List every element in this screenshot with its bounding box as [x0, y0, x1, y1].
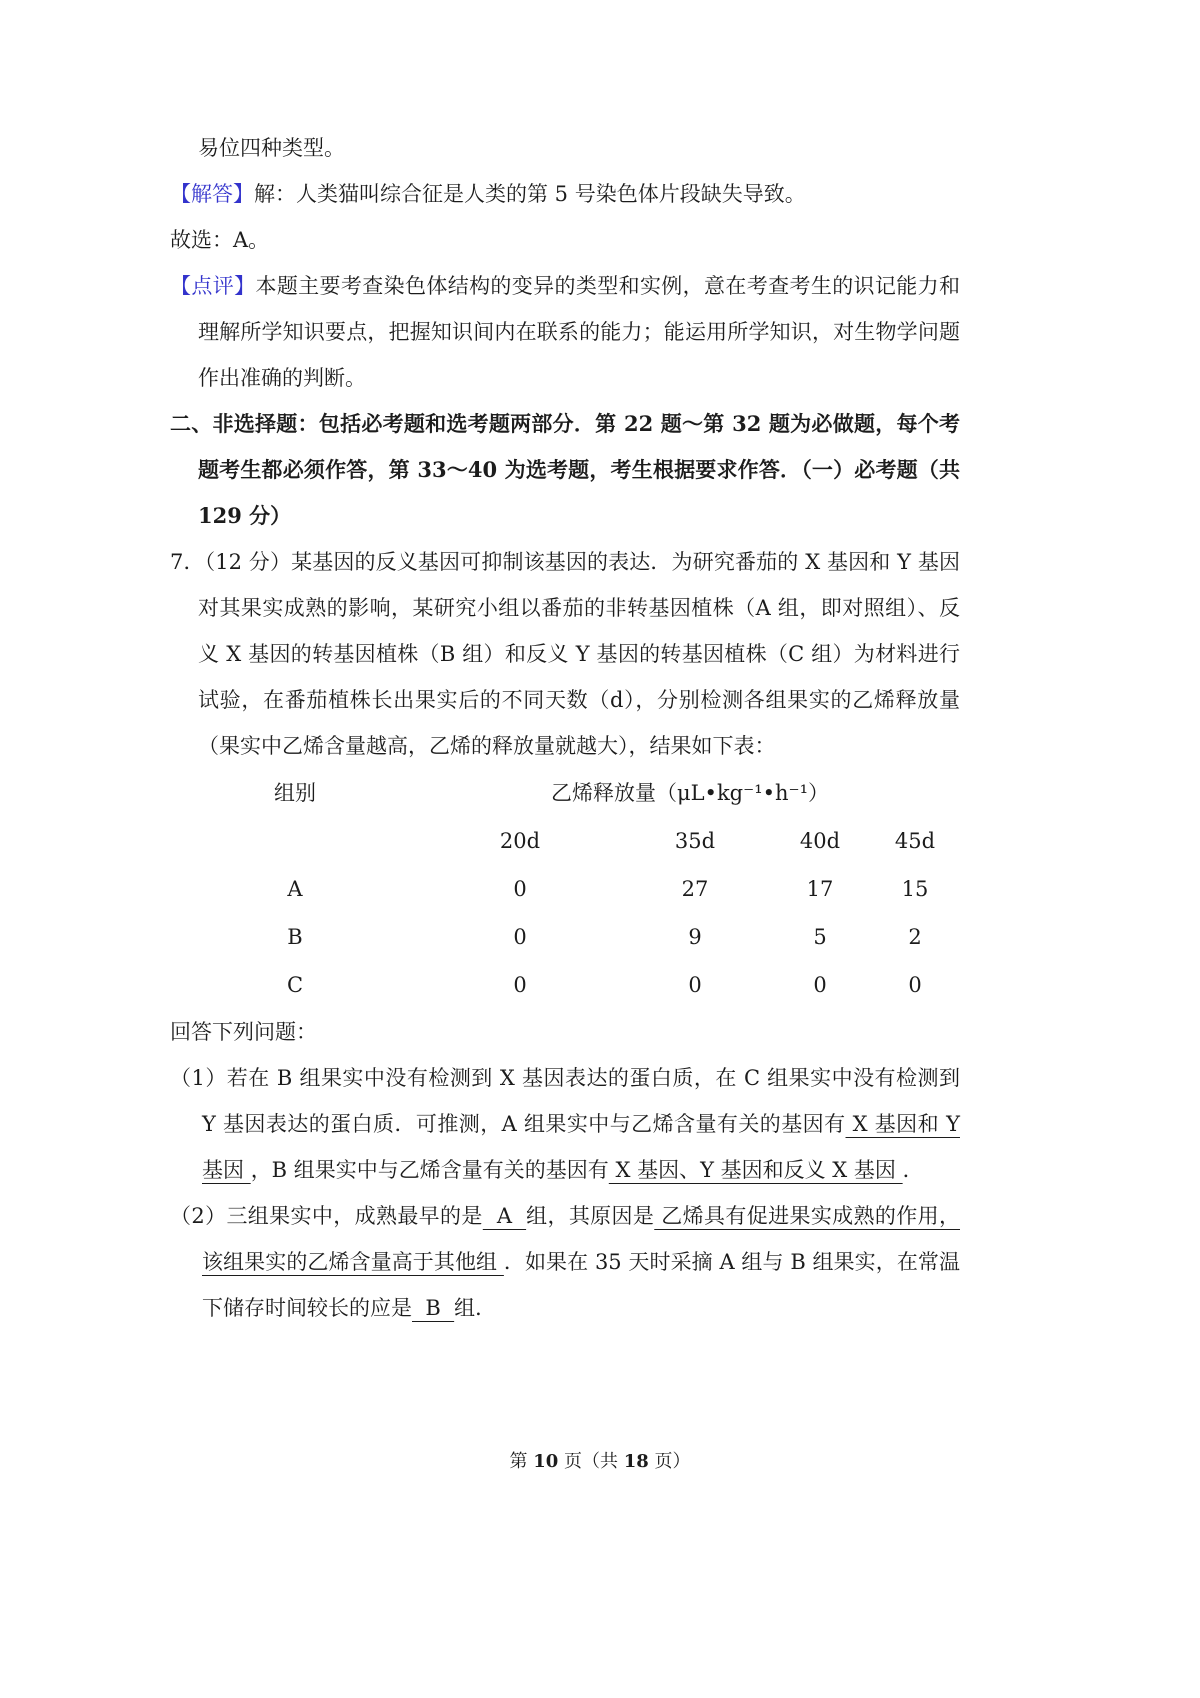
text-segment: 组，其原因是 [526, 1204, 655, 1228]
row-c-value-20d: 0 [513, 973, 527, 997]
text-segment: 组． [454, 1296, 497, 1320]
row-c-value-35d: 0 [688, 973, 702, 997]
day-header-40d: 40d [799, 829, 841, 853]
text-segment: ．如果在 35 天时采摘 A 组与 B 组果实，在常温下储存时间较长的应是 [202, 1250, 960, 1320]
paragraph-tail-line: 易位四种类型。 [198, 136, 345, 160]
page-footer [0, 1448, 1200, 1476]
row-b-group: B [287, 925, 303, 949]
text-segment: 【解答】 [170, 182, 254, 206]
row-b-value-20d: 0 [513, 925, 527, 949]
row-a-value-20d: 0 [513, 877, 527, 901]
text-segment: 10 [533, 1451, 559, 1472]
table-empty-cell [170, 817, 420, 865]
text-segment: ，B 组果实中与乙烯含量有关的基因有 [250, 1158, 609, 1182]
text-segment: 本题主要考查染色体结构的变异的类型和实例，意在考查考生的识记能力和理解所学知识要点，把握知识间内在联系的能力；能运用所学知识，对生物学问题作出准确的判断。 [198, 274, 961, 390]
row-c-value-40d: 0 [813, 973, 827, 997]
table-header-group: 组别 [274, 781, 316, 805]
text-segment: ． [902, 1158, 924, 1182]
row-c-value-45d: 0 [908, 973, 922, 997]
text-segment: B [412, 1296, 455, 1320]
text-segment: 18 [623, 1451, 649, 1472]
question7-stem: 7．（12 分）某基因的反义基因可抑制该基因的表达．为研究番茄的 X 基因和 Y 基因对其果实成熟的影响，某研究小组以番茄的非转基因植株（A 组，即对照组）、反义 X 基因的转基因植株（B 组）和反义 Y 基因的转基因植株（C 组）为材料进行试验，在番茄植株长出果实后的不同天数（d），分别检测各组果实的乙烯释放量（果实中乙烯含量越高，乙烯的释放量就越大），结果如下表： [170, 550, 960, 758]
text-segment: A [482, 1204, 527, 1228]
question7-sub2 [170, 1193, 960, 1331]
answer-prompt: 回答下列问题： [170, 1020, 317, 1044]
jieda-paragraph [170, 171, 960, 217]
table-row-c [170, 961, 960, 1009]
row-b-value-45d: 2 [908, 925, 922, 949]
text-segment: 页（共 [558, 1451, 624, 1472]
row-a-value-45d: 15 [901, 877, 929, 901]
text-segment: X 基因、Y 基因和反义 X 基因 [608, 1158, 903, 1182]
dianping-paragraph [170, 263, 960, 401]
text-segment: （2）三组果实中，成熟最早的是 [170, 1204, 483, 1228]
text-segment: 乙烯具有促进果实成熟的作用，该组果实的乙烯含量高于其他组 [202, 1204, 960, 1274]
table-header-row [170, 769, 960, 817]
row-b-value-40d: 5 [813, 925, 827, 949]
row-b-value-35d: 9 [688, 925, 702, 949]
day-header-35d: 35d [674, 829, 716, 853]
question7-sub1 [170, 1055, 960, 1193]
section-heading: 二、非选择题：包括必考题和选考题两部分．第 22 题～第 32 题为必做题，每个考题考生都必须作答，第 33～40 为选考题，考生根据要求作答．（一）必考题（共 129 分） [170, 411, 960, 528]
table-day-header-row [170, 817, 960, 865]
table-row-b [170, 913, 960, 961]
row-c-group: C [286, 973, 304, 997]
text-segment: 【点评】 [170, 274, 256, 298]
text-segment: 解：人类猫叫综合征是人类的第 5 号染色体片段缺失导致。 [254, 182, 806, 206]
ethylene-release-table [170, 769, 960, 1009]
text-segment: 第 [509, 1451, 534, 1472]
row-a-value-35d: 27 [681, 877, 709, 901]
table-row-a [170, 865, 960, 913]
text-segment: 页） [648, 1451, 691, 1472]
table-header-value: 乙烯释放量（μL•kg⁻¹•h⁻¹） [550, 781, 830, 805]
day-header-45d: 45d [894, 829, 936, 853]
text-segment: X 基因和 Y 基因 [202, 1112, 960, 1182]
day-header-20d: 20d [499, 829, 541, 853]
choice-line: 故选：A。 [170, 228, 270, 252]
row-a-value-40d: 17 [806, 877, 834, 901]
text-segment: （1）若在 B 组果实中没有检测到 X 基因表达的蛋白质，在 C 组果实中没有检测到 Y 基因表达的蛋白质．可推测，A 组果实中与乙烯含量有关的基因有 [170, 1066, 960, 1136]
row-a-group: A [287, 877, 303, 901]
